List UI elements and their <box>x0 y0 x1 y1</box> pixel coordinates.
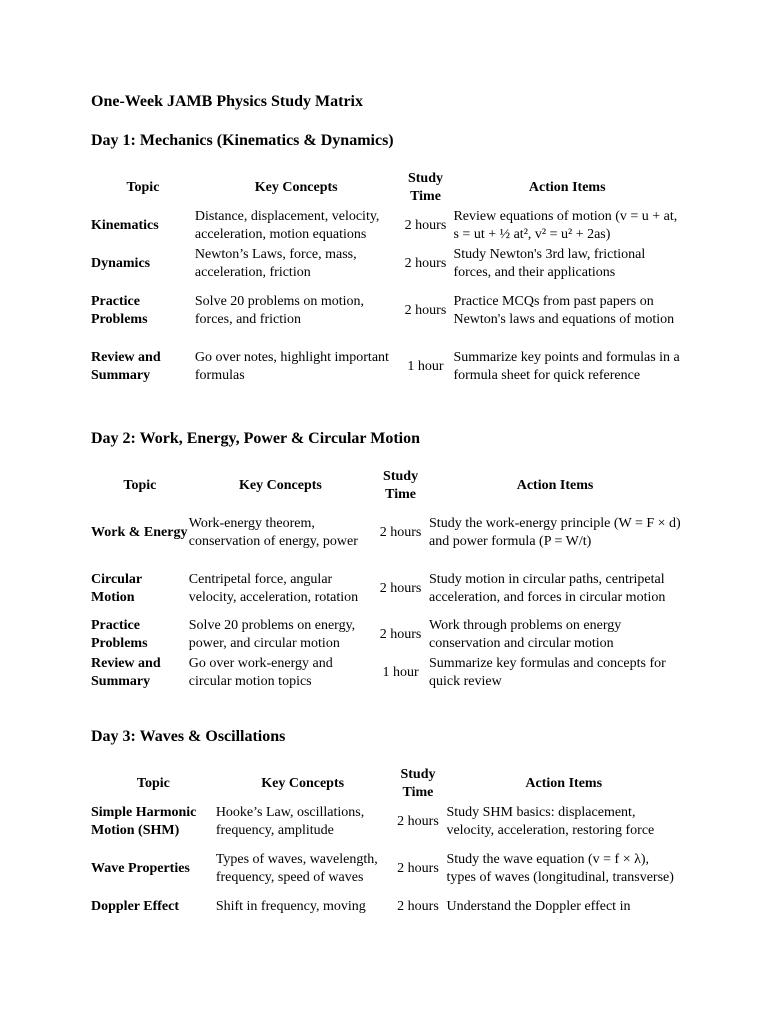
header-key-concepts: Key Concepts <box>261 776 345 791</box>
topic-cell: Simple Harmonic Motion (SHM) <box>91 805 197 838</box>
topic-cell: Practice Problems <box>91 294 148 327</box>
topic-cell: Circular Motion <box>91 571 142 605</box>
time-cell: 2 hours <box>379 580 422 596</box>
header-topic: Topic <box>126 180 160 195</box>
table-row <box>91 505 681 561</box>
document-title: One-Week JAMB Physics Study Matrix <box>91 93 363 110</box>
table-row <box>91 245 681 283</box>
header-key-concepts: Key Concepts <box>254 180 338 195</box>
actions-cell: Work through problems on energy conservation and circular motion <box>429 618 622 651</box>
table-row <box>91 803 681 841</box>
concepts-cell: Solve 20 problems on energy, power, and circular motion <box>188 618 356 651</box>
day-3-table <box>91 765 681 917</box>
actions-cell: Study the wave equation (v = f × λ), types of waves (longitudinal, transverse) <box>446 852 674 885</box>
header-action-items: Action Items <box>525 776 603 791</box>
header-action-items: Action Items <box>528 180 606 195</box>
table-header-row <box>91 467 681 505</box>
actions-cell: Summarize key formulas and concepts for quick review <box>429 656 666 689</box>
actions-cell: Practice MCQs from past papers on Newton's laws and equations of motion <box>453 294 675 327</box>
header-topic: Topic <box>136 776 170 791</box>
topic-cell: Review and Summary <box>91 350 161 383</box>
actions-cell: Study Newton's 3rd law, frictional forces, and their applications <box>453 247 646 280</box>
concepts-cell: Go over notes, highlight important formulas <box>194 350 389 383</box>
concepts-cell: Shift in frequency, moving <box>215 899 366 914</box>
table-row <box>91 616 681 654</box>
time-cell: 1 hour <box>407 359 444 374</box>
header-action-items: Action Items <box>516 478 594 493</box>
table-row <box>91 561 681 616</box>
topic-cell: Wave Properties <box>91 861 190 876</box>
header-key-concepts: Key Concepts <box>239 478 322 493</box>
header-study-time: Study Time <box>383 469 419 502</box>
time-cell: 2 hours <box>379 525 422 540</box>
table-row <box>91 897 681 917</box>
topic-cell: Doppler Effect <box>91 899 179 914</box>
table-header-row <box>91 169 681 207</box>
table-row <box>91 654 681 692</box>
concepts-cell: Go over work-energy and circular motion topics <box>188 656 333 689</box>
time-cell: 2 hours <box>379 627 422 642</box>
actions-cell: Understand the Doppler effect in <box>446 899 631 914</box>
concepts-cell: Hooke’s Law, oscillations, frequency, amplitude <box>215 805 365 838</box>
time-cell: 2 hours <box>397 861 439 876</box>
table-header-row <box>91 765 681 803</box>
concepts-cell: Distance, displacement, velocity, acceleration, motion equations <box>194 209 380 242</box>
actions-cell: Review equations of motion (v = u + at, s = ut + ½ at², v² = u² + 2as) <box>453 209 678 242</box>
concepts-cell: Newton’s Laws, force, mass, acceleration, friction <box>194 247 357 280</box>
actions-cell: Study SHM basics: displacement, velocity, acceleration, restoring force <box>446 805 655 838</box>
header-study-time: Study Time <box>407 171 443 204</box>
time-cell: 2 hours <box>397 899 439 914</box>
actions-cell: Study the work-energy principle (W = F × d) and power formula (P = W/t) <box>429 516 681 549</box>
time-cell: 2 hours <box>404 218 447 233</box>
concepts-cell: Centripetal force, angular velocity, acceleration, rotation <box>188 571 359 605</box>
time-cell: 2 hours <box>404 303 447 318</box>
day-1-heading: Day 1: Mechanics (Kinematics & Dynamics) <box>91 132 394 149</box>
time-cell: 2 hours <box>397 814 439 829</box>
table-row <box>91 283 681 339</box>
day-2-heading: Day 2: Work, Energy, Power & Circular Motion <box>91 430 421 447</box>
header-study-time: Study Time <box>400 767 436 800</box>
day-2-table <box>91 467 681 692</box>
concepts-cell: Types of waves, wavelength, frequency, speed of waves <box>215 852 378 885</box>
table-row <box>91 841 681 897</box>
day-3-heading: Day 3: Waves & Oscillations <box>91 728 286 745</box>
topic-cell: Work & Energy <box>91 525 188 540</box>
day-1-table <box>91 169 681 395</box>
table-row <box>91 339 681 395</box>
header-topic: Topic <box>123 478 157 493</box>
table-row <box>91 207 681 245</box>
time-cell: 1 hour <box>382 665 419 680</box>
topic-cell: Review and Summary <box>91 656 161 689</box>
concepts-cell: Work-energy theorem, conservation of energy, power <box>188 516 358 549</box>
topic-cell: Dynamics <box>91 256 151 271</box>
actions-cell: Summarize key points and formulas in a formula sheet for quick reference <box>453 350 680 383</box>
concepts-cell: Solve 20 problems on motion, forces, and friction <box>194 294 365 327</box>
topic-cell: Practice Problems <box>91 618 148 651</box>
time-cell: 2 hours <box>404 256 447 271</box>
actions-cell: Study motion in circular paths, centripetal acceleration, and forces in circular motion <box>429 571 666 605</box>
topic-cell: Kinematics <box>91 218 159 233</box>
